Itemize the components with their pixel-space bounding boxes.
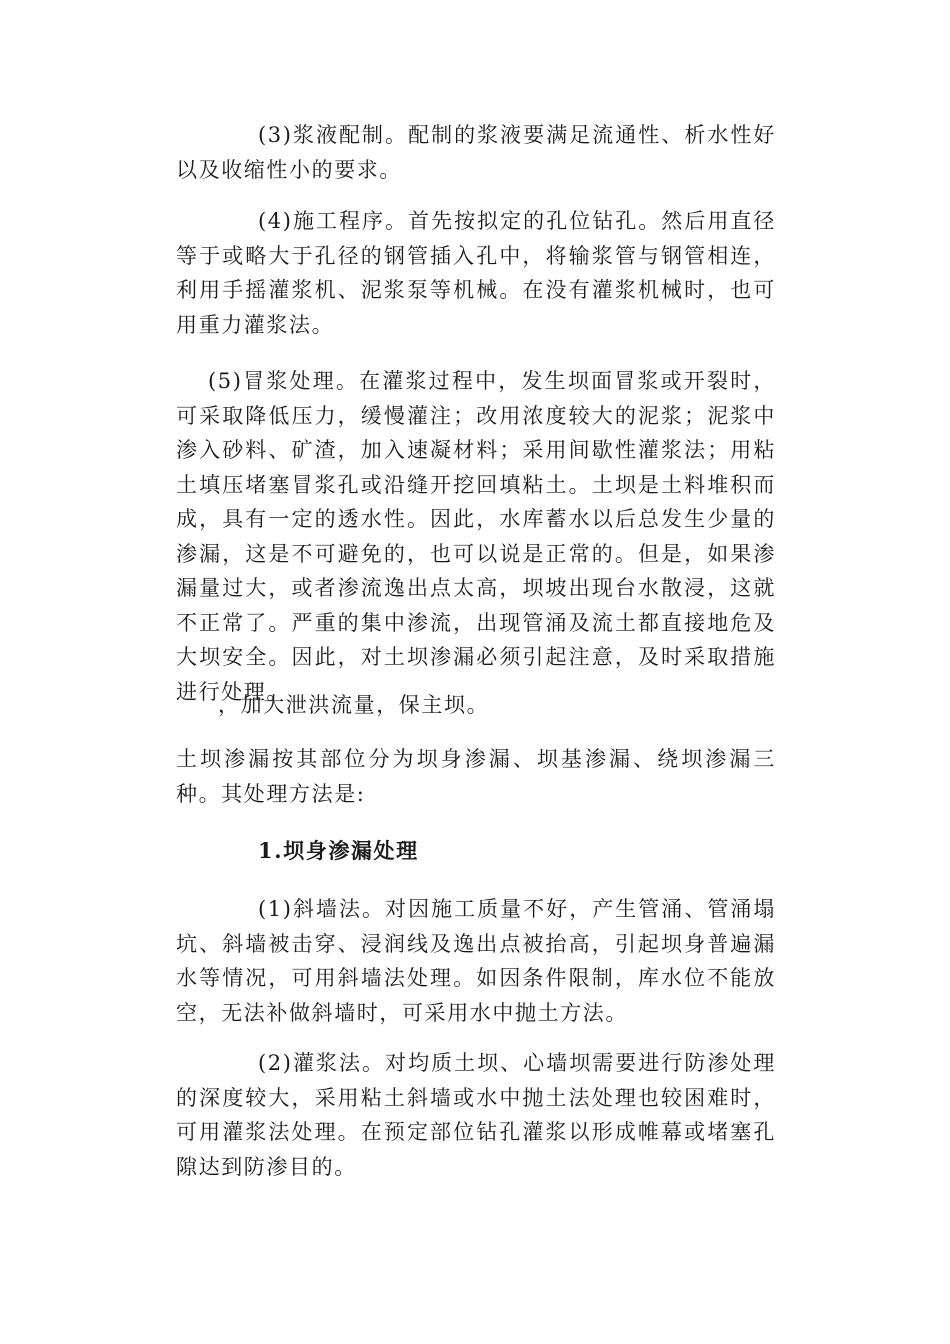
paragraph-flood-discharge: ，加大泄洪流量，保主坝。 <box>218 693 490 717</box>
paragraph-leakage-classification: 土坝渗漏按其部位分为坝身渗漏、坝基渗漏、绕坝渗漏三种。其处理方法是: <box>176 747 776 806</box>
paragraph-slope-wall-method: (1)斜墙法。对因施工质量不好，产生管涌、管涌塌坑、斜墙被击穿、浸润线及逸出点被抬高，引起坝身普遍漏水等情况，可用斜墙法处理。如因条件限制，库水位不能放空，无法补做斜墙时，可采用水中抛土方法。 <box>176 897 776 1025</box>
paragraph-construction-procedure: (4)施工程序。首先按拟定的孔位钻孔。然后用直径等于或略大于孔径的钢管插入孔中，将输浆管与钢管相连，利用手摇灌浆机、泥浆泵等机械。在没有灌浆机械时，也可用重力灌浆法。 <box>176 209 776 337</box>
paragraph-grout-preparation: (3)浆液配制。配制的浆液要满足流通性、析水性好以及收缩性小的要求。 <box>176 123 776 182</box>
paragraph-grout-leak-treatment: (5)冒浆处理。在灌浆过程中，发生坝面冒浆或开裂时，可采取降低压力，缓慢灌注；改用浓度较大的泥浆；泥浆中渗入砂料、矿渣，加入速凝材料；采用间歇性灌浆法；用粘土填压堵塞冒浆孔或沿缝开挖回填粘土。土坝是土料堆积而成，具有一定的透水性。因此，水库蓄水以后总发生少量的渗漏，这是不可避免的，也可以说是正常的。但是，如果渗漏量过大，或者渗流逸出点太高，坝坡出现台水散浸，这就不正常了。严重的集中渗流，出现管涌及流土都直接地危及大坝安全。因此，对土坝渗漏必须引起注意，及时采取措施进行处理。 <box>176 369 776 704</box>
paragraph-grouting-method: (2)灌浆法。对均质土坝、心墙坝需要进行防渗处理的深度较大，采用粘土斜墙或水中抛土法处理也较困难时，可用灌浆法处理。在预定部位钻孔灌浆以形成帷幕或堵塞孔隙达到防渗目的。 <box>176 1051 776 1179</box>
section-heading-dam-body-leakage: 1.坝身渗漏处理 <box>258 838 419 863</box>
